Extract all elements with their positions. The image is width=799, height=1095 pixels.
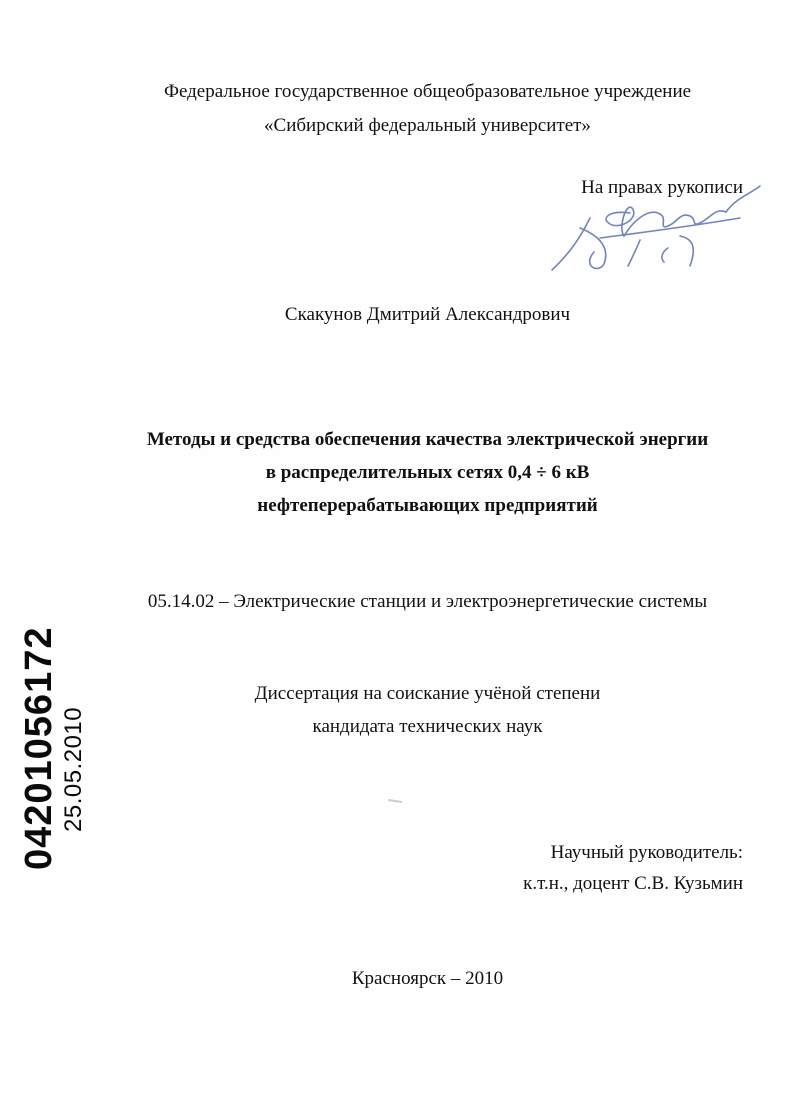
title-line-2: в распределительных сетях 0,4 ÷ 6 кВ	[265, 462, 590, 483]
rights-note: На правах рукописи	[581, 177, 743, 198]
degree-line-1: Диссертация на соискание учёной степени	[254, 683, 601, 704]
title-line-1: Методы и средства обеспечения качества электрической энергии	[146, 429, 709, 450]
degree-line-2: кандидата технических наук	[312, 716, 543, 737]
title-line-3: нефтеперерабатывающих предприятий	[257, 495, 598, 516]
supervisor-label: Научный руководитель:	[550, 842, 743, 863]
library-stamp-code: 04201056172	[18, 626, 60, 870]
author-name: Скакунов Дмитрий Александрович	[284, 304, 571, 325]
city-year: Красноярск – 2010	[351, 968, 504, 989]
library-stamp-date: 25.05.2010	[60, 706, 87, 832]
institution-line-1: Федеральное государственное общеобразовательное учреждение	[163, 81, 692, 102]
supervisor-name: к.т.н., доцент С.В. Кузьмин	[523, 873, 743, 894]
handwritten-signature	[540, 178, 770, 278]
specialty-code: 05.14.02 – Электрические станции и электроэнергетические системы	[147, 591, 708, 612]
institution-line-2: «Сибирский федеральный университет»	[264, 115, 591, 136]
scan-speck	[388, 799, 402, 803]
